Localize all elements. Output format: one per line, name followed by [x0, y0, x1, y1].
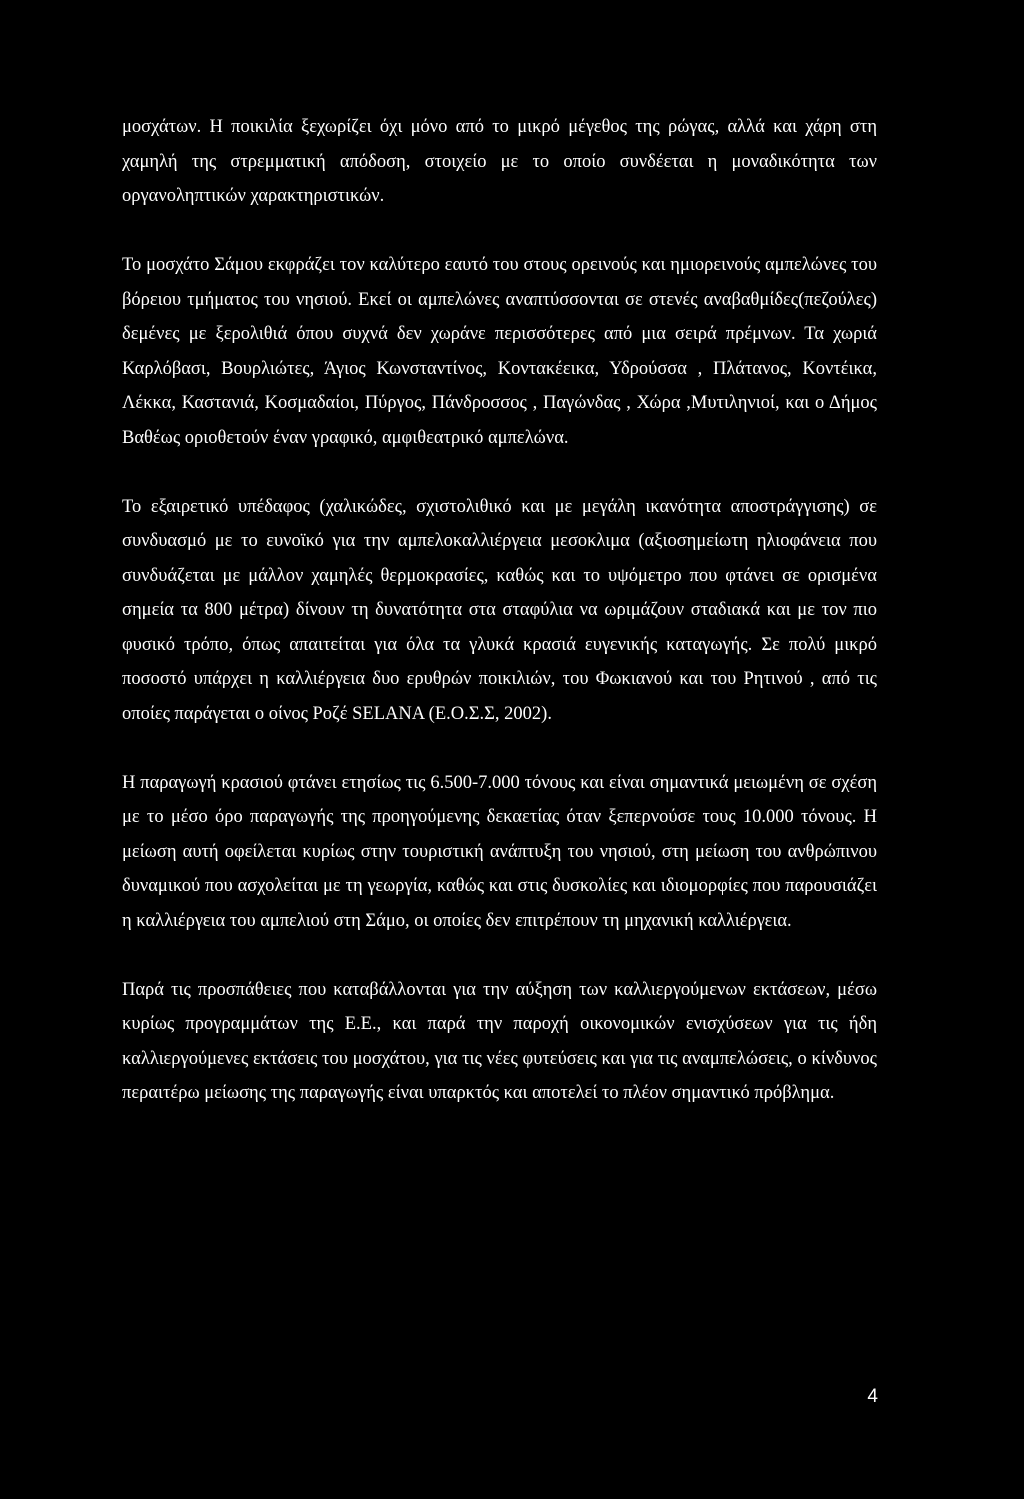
document-body [122, 110, 877, 1111]
paragraph-wine-production: Η παραγωγή κρασιού φτάνει ετησίως τις 6.500-7.000 τόνους και είναι σημαντικά μειωμένη σε σχέση με το μέσο όρο παραγωγής της προηγούμενης δεκαετίας όταν ξεπερνούσε τους 10.000 τόνους. Η μείωση αυτή οφείλεται κυρίως στην τουριστική ανάπτυξη του νησιού, στη μείωση του ανθρώπινου δυναμικού που ασχολείται με τη γεωργία, καθώς και στις δυσκολίες και ιδιομορφίες που παρουσιάζει η καλλιέργεια του αμπελιού στη Σάμο, οι οποίες δεν επιτρέπουν τη μηχανική καλλιέργεια. [122, 772, 877, 931]
page-number: 4 [867, 1386, 878, 1407]
paragraph-vineyards-location: Το μοσχάτο Σάμου εκφράζει τον καλύτερο εαυτό του στους ορεινούς και ημιορεινούς αμπελώνες του βόρειου τμήματος του νησιού. Εκεί οι αμπελώνες αναπτύσσονται σε στενές αναβαθμίδες(πεζούλες) δεμένες με ξερολιθιά όπου συχνά δεν χωράνε περισσότερες από μια σειρά πρέμνων. Τα χωριά Καρλόβασι, Βουρλιώτες, Άγιος Κωνσταντίνος, Κοντακέεικα, Υδρούσσα , Πλάτανος, Κοντέικα, Λέκκα, Καστανιά, Κοσμαδαίοι, Πύργος, Πάνδροσσος , Παγώνδας , Χώρα ,Μυτιληνιοί, και ο Δήμος Βαθέως οριοθετούν έναν γραφικό, αμφιθεατρικό αμπελώνα. [122, 255, 877, 448]
paragraph-muscat-variety: μοσχάτων. Η ποικιλία ξεχωρίζει όχι μόνο από το μικρό μέγεθος της ρώγας, αλλά και χάρη στη χαμηλή της στρεμματική απόδοση, στοιχείο με το οποίο συνδέεται η μοναδικότητα των οργανοληπτικών χαρακτηριστικών. [122, 117, 877, 206]
paragraph-soil-climate: Το εξαιρετικό υπέδαφος (χαλικώδες, σχιστολιθικό και με μεγάλη ικανότητα αποστράγγισης) σε συνδυασμό με το ευνοϊκό για την αμπελοκαλλιέργεια μεσοκλιμα (αξιοσημείωτη ηλιοφάνεια που συνδυάζεται με μάλλον χαμηλές θερμοκρασίες, καθώς και το υψόμετρο που φτάνει σε ορισμένα σημεία τα 800 μέτρα) δίνουν τη δυνατότητα στα σταφύλια να ωριμάζουν σταδιακά και με τον πιο φυσικό τρόπο, όπως απαιτείται για όλα τα γλυκά κρασιά ευγενικής καταγωγής. Σε πολύ μικρό ποσοστό υπάρχει η καλλιέργεια δυο ερυθρών ποικιλιών, του Φωκιανού και του Ρητινού , από τις οποίες παράγεται ο οίνος Ροζέ SELANA (Ε.Ο.Σ.Σ, 2002). [122, 496, 877, 724]
paragraph-cultivation-problems: Παρά τις προσπάθειες που καταβάλλονται για την αύξηση των καλλιεργούμενων εκτάσεων, μέσω κυρίως προγραμμάτων της Ε.Ε., και παρά την παροχή οικονομικών ενισχύσεων για τις ήδη καλλιεργούμενες εκτάσεις του μοσχάτου, για τις νέες φυτεύσεις και για τις αναμπελώσεις, ο κίνδυνος περαιτέρω μείωσης της παραγωγής είναι υπαρκτός και αποτελεί το πλέον σημαντικό πρόβλημα. [122, 979, 877, 1103]
